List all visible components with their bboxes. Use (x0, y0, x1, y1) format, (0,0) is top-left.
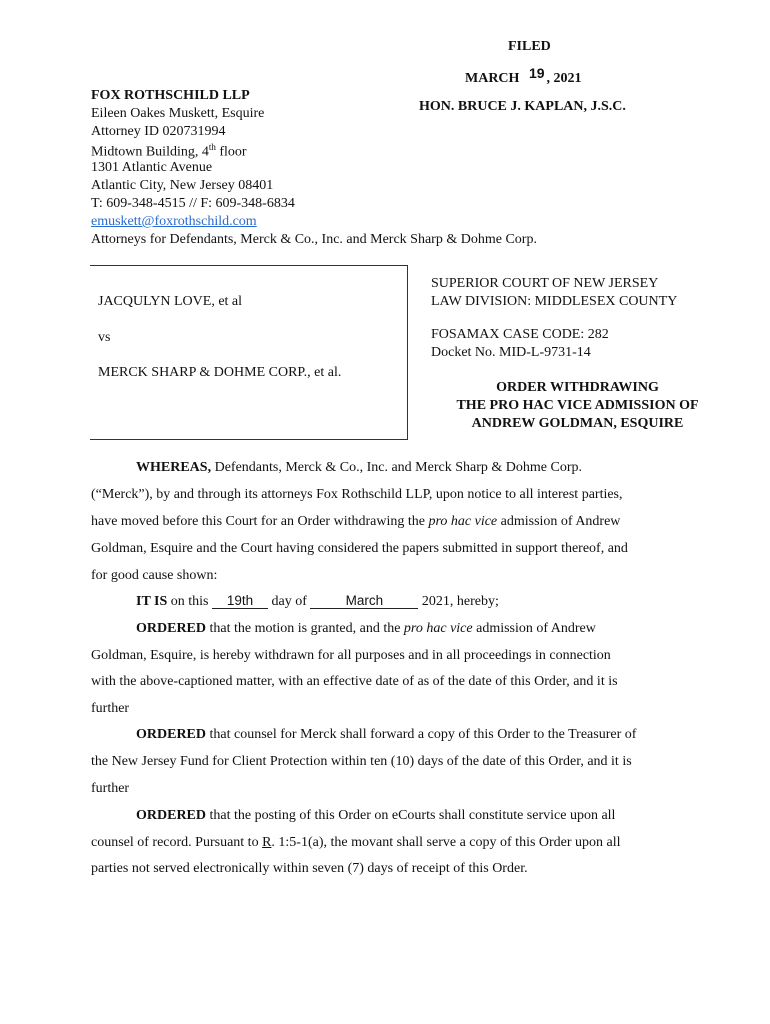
month-field[interactable]: March (310, 594, 418, 609)
day-field[interactable]: 19th (212, 594, 268, 609)
whereas-line-3 (91, 514, 620, 530)
court-division: LAW DIVISION: MIDDLESEX COUNTY (431, 294, 678, 309)
plaintiff-name: JACQULYN LOVE, et al (98, 294, 243, 309)
street-address: 1301 Atlantic Avenue (91, 160, 213, 175)
docket-number: Docket No. MID-L-9731-14 (431, 345, 591, 360)
ordered-1-text-1a: that the motion is granted, and the (206, 621, 404, 636)
whereas-line-2: (“Merck”), by and through its attorneys Fox Rothschild LLP, upon notice to all interest parties, (91, 487, 623, 502)
ordered-2-line-2: the New Jersey Fund for Client Protection within ten (10) days of the date of this Order, and it is (91, 754, 632, 769)
caption-vertical-rule (407, 265, 408, 440)
ordered-3-line-3: parties not served electronically within seven (7) days of receipt of this Order. (91, 861, 528, 876)
building-floor: floor (215, 144, 247, 160)
whereas-text-3b: admission of Andrew (497, 514, 621, 529)
defendant-name: MERCK SHARP & DOHME CORP., et al. (98, 365, 342, 380)
phone-fax: T: 609-348-4515 // F: 609-348-6834 (91, 196, 295, 211)
ordered-1-text-1b: admission of Andrew (472, 621, 596, 636)
filed-date (465, 65, 582, 87)
caption-bottom-rule (90, 439, 408, 440)
building (91, 142, 247, 161)
ordered-3-text-2a: counsel of record. Pursuant to (91, 835, 263, 850)
it-is-end: 2021, hereby; (418, 594, 499, 609)
email-link[interactable]: emuskett@foxrothschild.com (91, 214, 257, 229)
ordered-3-text-2b: . 1:5-1(a), the movant shall serve a copy of this Order upon all (271, 835, 621, 850)
filed-month: MARCH (465, 71, 520, 86)
rule-reference: R (262, 835, 272, 850)
filed-label: FILED (508, 39, 551, 54)
ordered-2-line-3: further (91, 781, 130, 796)
ordered-1-line-4: further (91, 701, 130, 716)
ordered-1-label: ORDERED (136, 621, 207, 636)
building-sup: th (208, 142, 216, 152)
ordered-3-label: ORDERED (136, 808, 207, 823)
whereas-label: WHEREAS, (136, 460, 212, 475)
it-is-label: IT IS (136, 594, 168, 609)
case-code: FOSAMAX CASE CODE: 282 (431, 327, 609, 342)
it-is-line (136, 594, 499, 610)
whereas-line-4: Goldman, Esquire and the Court having considered the papers submitted in support thereof, and (91, 541, 628, 556)
whereas-text-1: Defendants, Merck & Co., Inc. and Merck Sharp & Dohme Corp. (211, 460, 582, 475)
ordered-3-line-1 (136, 808, 615, 824)
caption-top-rule (90, 265, 408, 266)
ordered-3-text-1: that the posting of this Order on eCourts shall constitute service upon all (206, 808, 616, 823)
whereas-italic: pro hac vice (428, 514, 498, 529)
versus: vs (98, 330, 111, 345)
ordered-2-label: ORDERED (136, 727, 207, 742)
it-is-on-this: on this (167, 594, 213, 609)
court-name: SUPERIOR COURT OF NEW JERSEY (431, 276, 659, 291)
ordered-1-line-1 (136, 621, 596, 637)
ordered-1-line-3: with the above-captioned matter, with an effective date of as of the date of this Order, and it is (91, 674, 618, 689)
whereas-line-1 (136, 460, 582, 476)
filed-year: , 2021 (546, 71, 582, 86)
whereas-line-5: for good cause shown: (91, 568, 218, 583)
city-address: Atlantic City, New Jersey 08401 (91, 178, 274, 193)
represents-line: Attorneys for Defendants, Merck & Co., Inc. and Merck Sharp & Dohme Corp. (91, 232, 537, 247)
ordered-1-italic: pro hac vice (403, 621, 473, 636)
whereas-text-3a: have moved before this Court for an Order withdrawing the (91, 514, 429, 529)
firm-name: FOX ROTHSCHILD LLP (91, 88, 250, 103)
judge-name: HON. BRUCE J. KAPLAN, J.S.C. (419, 99, 626, 114)
ordered-3-line-2 (91, 835, 621, 851)
ordered-2-text-1: that counsel for Merck shall forward a copy of this Order to the Treasurer of (206, 727, 637, 742)
it-is-day-of: day of (268, 594, 311, 609)
filed-day: 19 (528, 65, 545, 81)
order-title-line-2: THE PRO HAC VICE ADMISSION OF (456, 398, 699, 413)
order-title-line-1: ORDER WITHDRAWING (496, 380, 659, 395)
ordered-2-line-1 (136, 727, 636, 743)
attorney-id: Attorney ID 020731994 (91, 124, 226, 139)
order-title-line-3: ANDREW GOLDMAN, ESQUIRE (471, 416, 684, 431)
attorney-name: Eileen Oakes Muskett, Esquire (91, 106, 265, 121)
building-text: Midtown Building, 4 (91, 144, 209, 160)
ordered-1-line-2: Goldman, Esquire, is hereby withdrawn for all purposes and in all proceedings in connection (91, 648, 611, 663)
